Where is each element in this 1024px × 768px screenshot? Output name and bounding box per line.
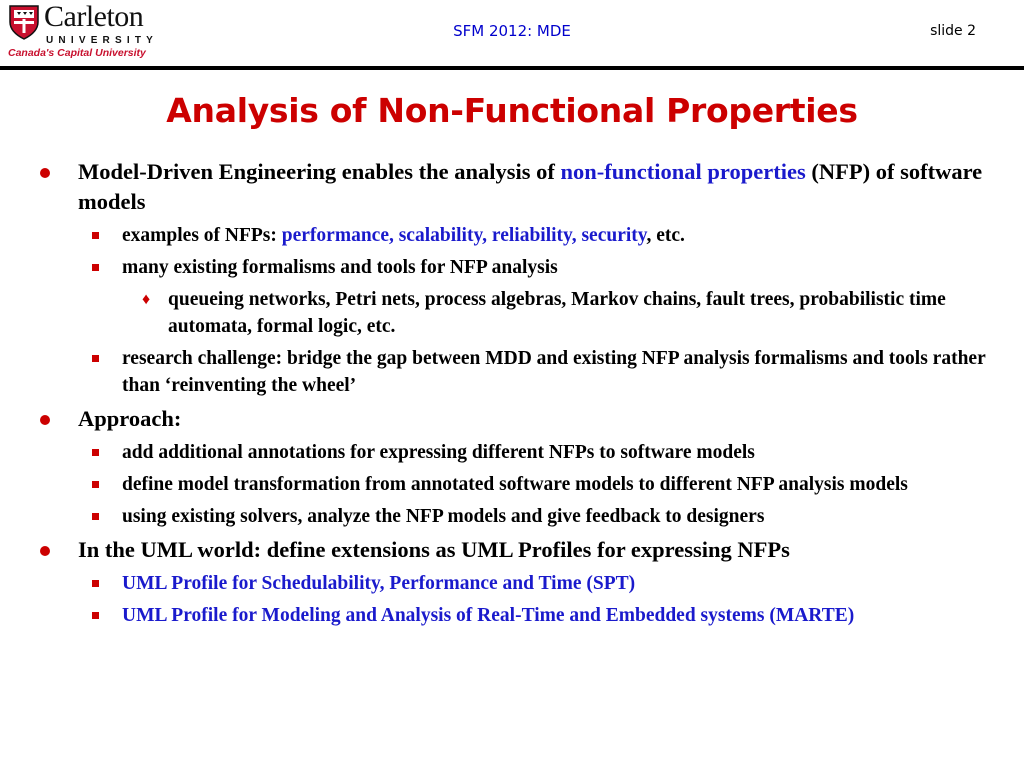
bullet-approach xyxy=(0,404,1024,434)
square-bullet-icon xyxy=(92,449,99,456)
subbullet-text: many existing formalisms and tools for NFP analysis xyxy=(122,257,558,278)
logo-name: Carleton xyxy=(44,0,144,33)
diamond-bullet-icon: ♦ xyxy=(142,291,151,308)
subbullet-nfp-examples xyxy=(0,222,1024,249)
bullet-text: In the UML world: define extensions as UML Profiles for expressing NFPs xyxy=(78,537,790,562)
square-bullet-icon xyxy=(92,612,99,619)
square-bullet-icon xyxy=(92,580,99,587)
bullet-text-end: (NFP) of software models xyxy=(78,159,983,214)
round-bullet-icon xyxy=(40,546,50,556)
subbullet-text: UML Profile for Schedulability, Performance and Time (SPT) xyxy=(122,573,636,594)
square-bullet-icon xyxy=(92,481,99,488)
subbullet-add-annotations xyxy=(0,439,1024,466)
bullet-model-driven-engineering xyxy=(0,157,1024,217)
subbullet-model-transformation xyxy=(0,471,1024,498)
round-bullet-icon xyxy=(40,168,50,178)
logo-university: UNIVERSITY xyxy=(46,35,159,46)
square-bullet-icon xyxy=(92,232,99,239)
subbullet-existing-formalisms xyxy=(0,254,1024,281)
bullet-uml-world xyxy=(0,535,1024,565)
subbullet-uml-spt xyxy=(0,570,1024,597)
subsubbullet-text: queueing networks, Petri nets, process algebras, Markov chains, fault trees, probabilistic time automata, formal logic, etc. xyxy=(168,289,946,337)
subbullet-text-end: , etc. xyxy=(646,225,685,246)
subbullet-text: examples of NFPs: xyxy=(122,225,282,246)
square-bullet-icon xyxy=(92,264,99,271)
round-bullet-icon xyxy=(40,415,50,425)
header-center-text: SFM 2012: MDE xyxy=(453,22,571,40)
subbullet-existing-solvers xyxy=(0,503,1024,530)
square-bullet-icon xyxy=(92,355,99,362)
subbullet-text: define model transformation from annotated software models to different NFP analysis models xyxy=(122,474,908,495)
header-divider xyxy=(0,66,1024,70)
subbullet-text: UML Profile for Modeling and Analysis of Real-Time and Embedded systems (MARTE) xyxy=(122,605,855,626)
slide-content xyxy=(0,157,1024,634)
bullet-text: Model-Driven Engineering enables the analysis of xyxy=(78,159,561,184)
subbullet-uml-marte xyxy=(0,602,1024,629)
subbullet-research-challenge xyxy=(0,345,1024,399)
square-bullet-icon xyxy=(92,513,99,520)
slide-title: Analysis of Non-Functional Properties xyxy=(166,91,858,130)
subsubbullet-formalism-list xyxy=(0,286,1024,340)
bullet-highlight: non-functional properties xyxy=(560,159,806,184)
bullet-text: Approach: xyxy=(78,406,182,431)
slide-number: slide 2 xyxy=(930,23,976,39)
subbullet-highlight: performance, scalability, reliability, security xyxy=(281,225,647,246)
subbullet-text: using existing solvers, analyze the NFP models and give feedback to designers xyxy=(122,506,765,527)
subbullet-text: research challenge: bridge the gap between MDD and existing NFP analysis formalisms and tools rather than ‘reinventing the wheel’ xyxy=(122,348,986,396)
subbullet-text: add additional annotations for expressing different NFPs to software models xyxy=(122,442,755,463)
logo-tagline: Canada's Capital University xyxy=(8,47,146,59)
